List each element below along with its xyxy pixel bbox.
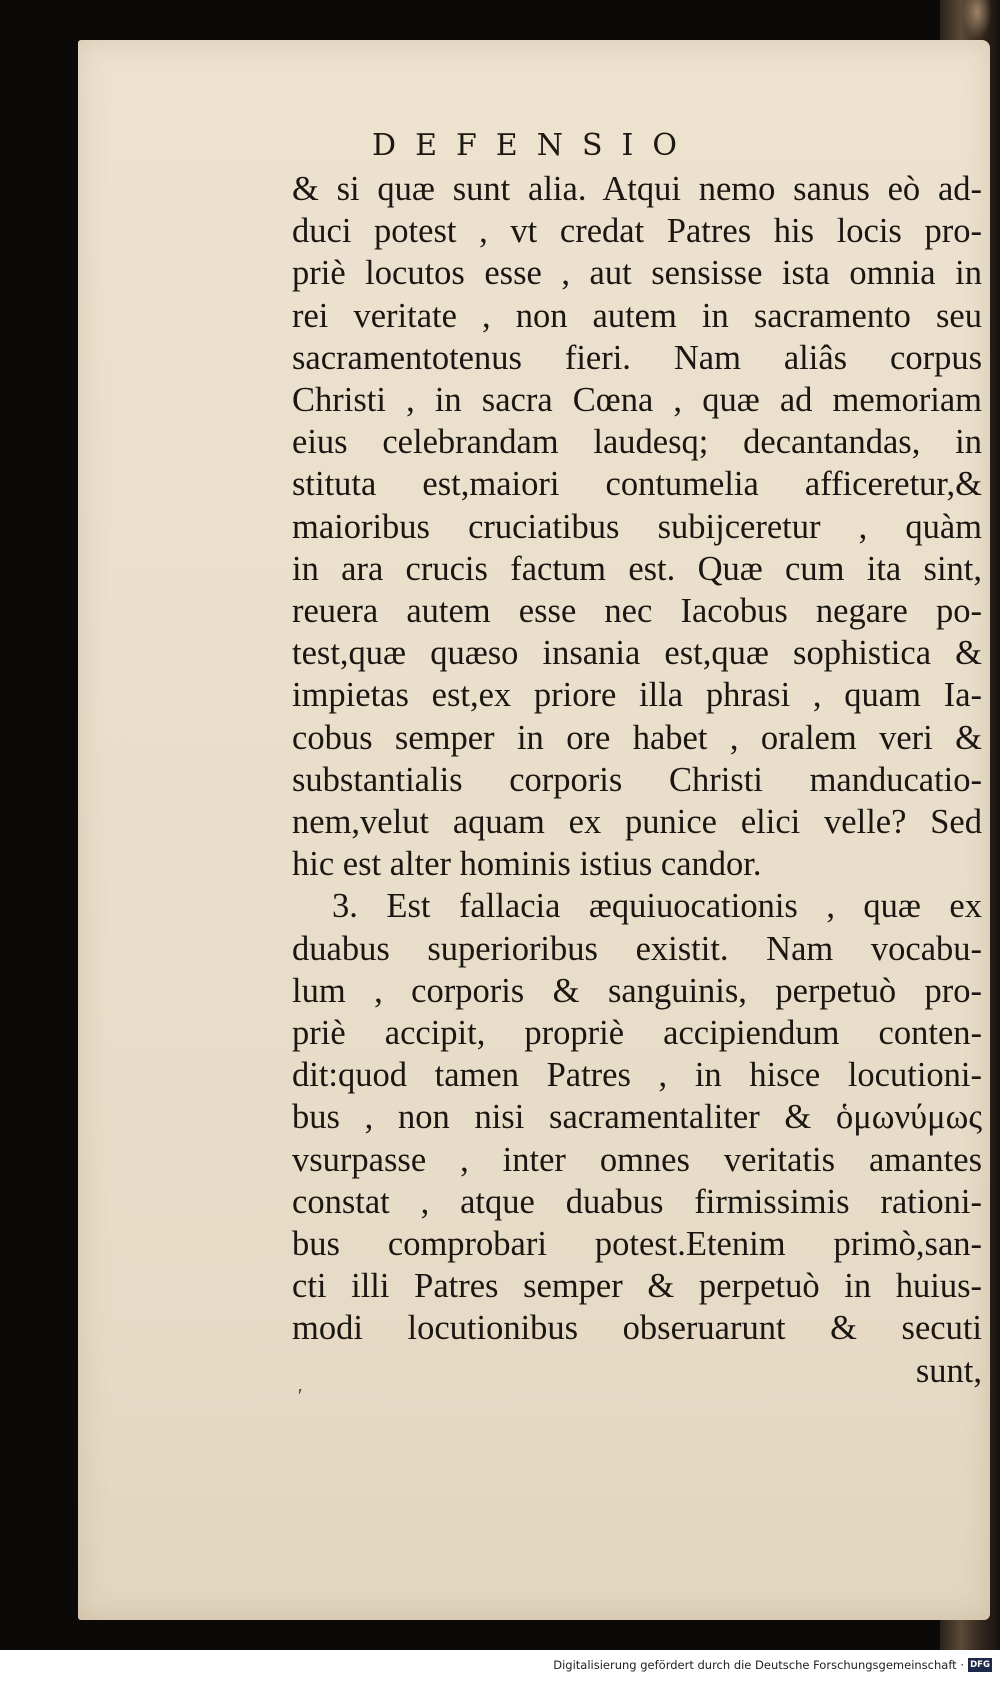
text-line: duci potest , vt credat Patres his locis pro- (292, 212, 982, 251)
text-line: cobus semper in ore habet , oralem veri & (292, 718, 982, 757)
text-line: vsurpasse , inter omnes veritatis amantes (292, 1140, 982, 1179)
text-line: maioribus cruciatibus subijceretur , quàm (292, 507, 982, 546)
text-line: hic est alter hominis istius candor. (292, 845, 762, 884)
dfg-logo: DFG (968, 1658, 992, 1672)
text-line: Christi , in sacra Cœna , quæ ad memoriam (292, 381, 982, 420)
text-line: eius celebrandam laudesq; decantandas, in (292, 423, 982, 462)
text-line: nem,velut aquam ex punice elici velle? Sed (292, 803, 982, 842)
text-line: rei veritate , non autem in sacramento seu (292, 296, 982, 335)
text-line: dit:quod tamen Patres , in hisce locutioni- (292, 1056, 982, 1095)
text-line: priè accipit, propriè accipiendum conten- (292, 1014, 982, 1053)
book-page (78, 40, 990, 1620)
text-line: bus comprobari potest.Etenim primò,san- (292, 1225, 982, 1264)
text-line: lum , corporis & sanguinis, perpetuò pro- (292, 971, 982, 1010)
book-edge-highlight (962, 0, 992, 40)
text-line: duabus superioribus existit. Nam vocabu- (292, 929, 982, 968)
text-line: priè locutos esse , aut sensisse ista omnia in (292, 254, 982, 293)
text-line: sacramentotenus fieri. Nam aliâs corpus (292, 338, 982, 377)
text-line: test,quæ quæso insania est,quæ sophistica & (292, 634, 982, 673)
digitization-credit-bar (0, 1650, 1000, 1681)
running-head: DEFENSIO (372, 128, 696, 163)
text-line: stituta est,maiori contumelia afficeretur,& (292, 465, 982, 504)
text-line: constat , atque duabus firmissimis rationi- (292, 1182, 982, 1221)
text-line: in ara crucis factum est. Quæ cum ita sint, (292, 549, 982, 588)
text-line: bus , non nisi sacramentaliter & ὁμωνύμως (292, 1098, 982, 1137)
text-line: 3. Est fallacia æquiuocationis , quæ ex (332, 887, 982, 926)
margin-mark: ′ (298, 1385, 303, 1407)
catchword: sunt, (915, 1351, 982, 1390)
text-line: & si quæ sunt alia. Atqui nemo sanus eò ad- (292, 170, 982, 208)
text-line: impietas est,ex priore illa phrasi , quam Ia- (292, 676, 982, 715)
text-line: reuera autem esse nec Iacobus negare po- (292, 592, 982, 631)
digitization-credit: Digitalisierung gefördert durch die Deutsche Forschungsgemeinschaft · (553, 1658, 964, 1672)
text-line: substantialis corporis Christi manducatio- (292, 760, 982, 799)
text-block (292, 168, 982, 1392)
text-line: cti illi Patres semper & perpetuò in huius- (292, 1267, 982, 1306)
text-line: modi locutionibus obseruarunt & secuti (292, 1309, 982, 1348)
